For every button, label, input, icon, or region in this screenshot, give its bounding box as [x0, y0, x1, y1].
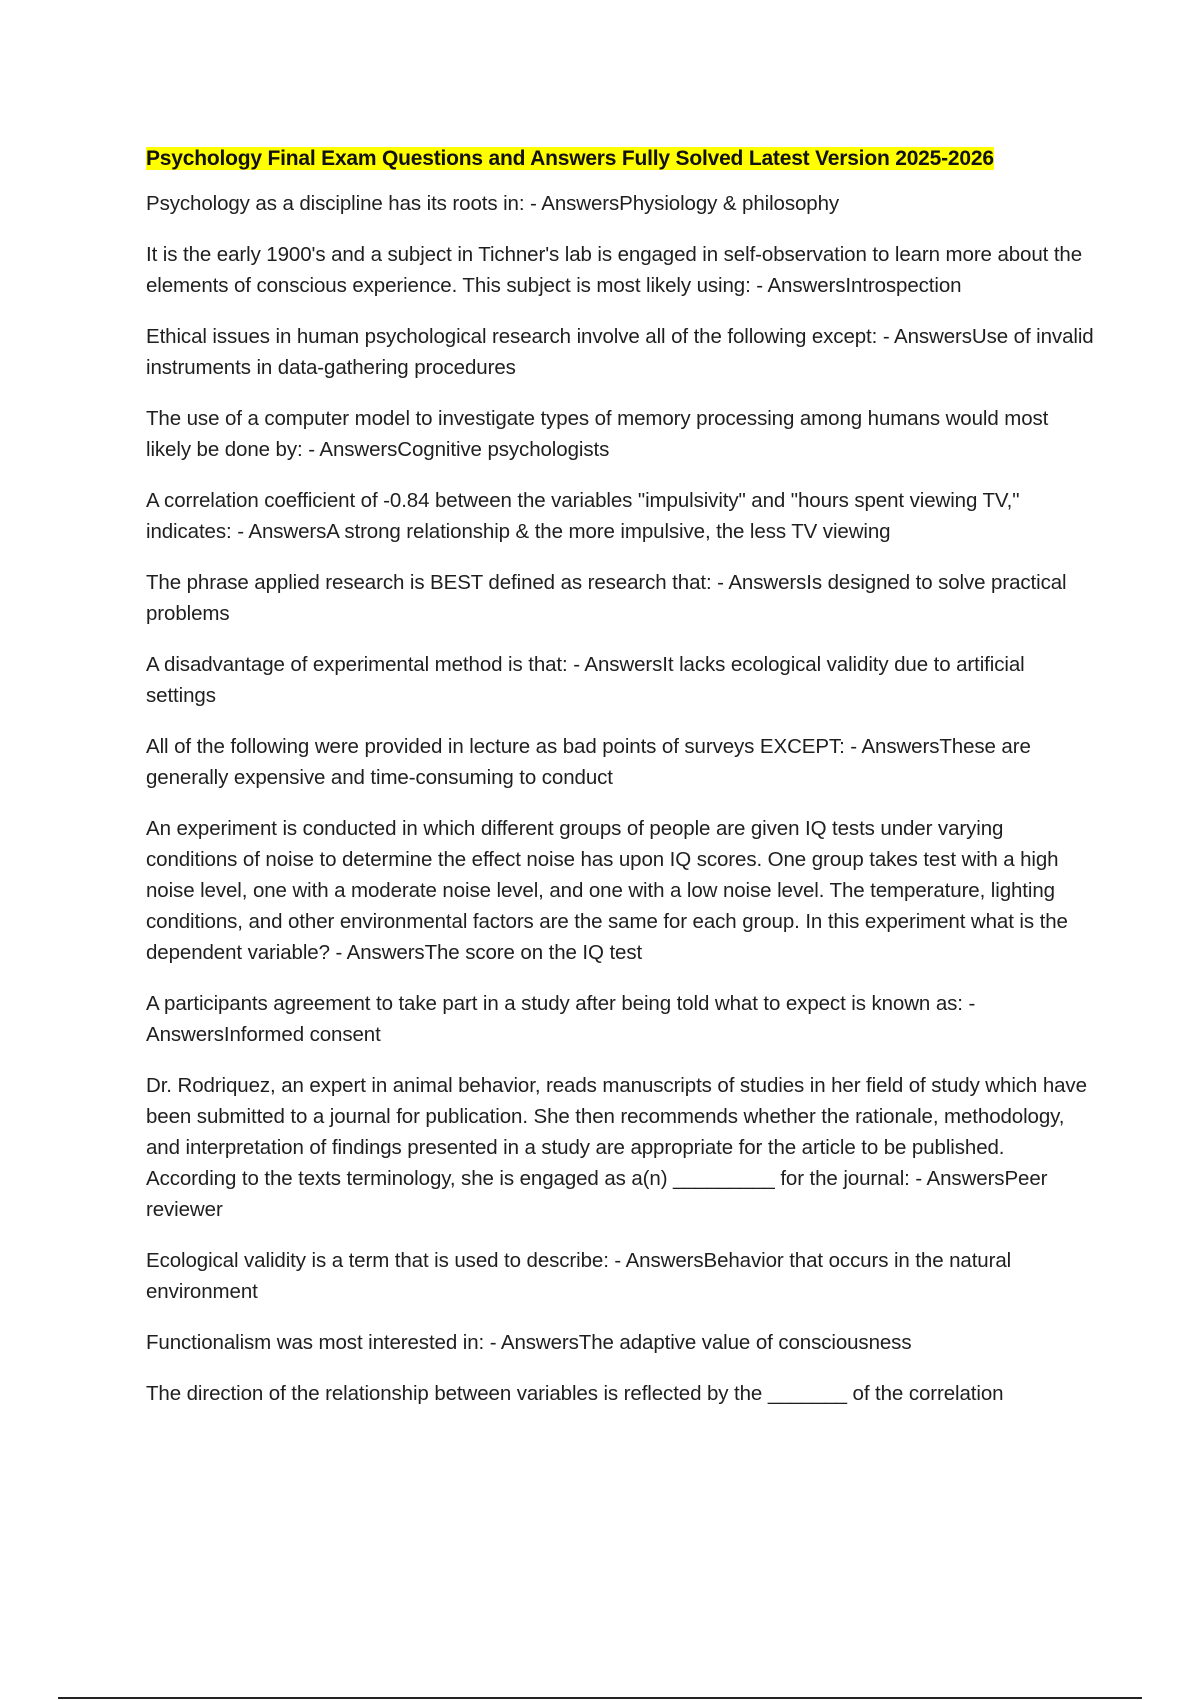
qa-item: A disadvantage of experimental method is that: - AnswersIt lacks ecological validity due to artificial settings: [146, 653, 1025, 707]
qa-item: A correlation coefficient of -0.84 between the variables "impulsivity" and "hours spent viewing TV," indicates: - AnswersA strong relationship & the more impulsive, the less TV viewing: [146, 489, 1020, 543]
qa-item: The phrase applied research is BEST defined as research that: - AnswersIs designed to solve practical problems: [146, 571, 1067, 625]
footer-divider: [58, 1697, 1142, 1699]
qa-item: An experiment is conducted in which different groups of people are given IQ tests under varying conditions of noise to determine the effect noise has upon IQ scores. One group takes test with a high noise level, one with a moderate noise level, and one with a low noise level. The temperature, lighting conditions, and other environmental factors are the same for each group. In this experiment what is the dependent variable? - AnswersThe score on the IQ test: [146, 817, 1068, 964]
qa-item: The direction of the relationship between variables is reflected by the _______ of the correlation: [146, 1382, 1004, 1405]
qa-item: All of the following were provided in lecture as bad points of surveys EXCEPT: - AnswersThese are generally expensive and time-consuming to conduct: [146, 735, 1031, 789]
document-title: Psychology Final Exam Questions and Answers Fully Solved Latest Version 2025-2026: [146, 147, 994, 170]
qa-item: Dr. Rodriquez, an expert in animal behavior, reads manuscripts of studies in her field of study which have been submitted to a journal for publication. She then recommends whether the rationale, methodology, and interpretation of findings presented in a study are appropriate for the article to be published. According to the texts terminology, she is engaged as a(n) _________ for the journal: - AnswersPeer reviewer: [146, 1074, 1087, 1221]
qa-item: Ecological validity is a term that is used to describe: - AnswersBehavior that occurs in the natural environment: [146, 1249, 1012, 1303]
qa-item: Psychology as a discipline has its roots in: - AnswersPhysiology & philosophy: [146, 192, 840, 215]
qa-item: It is the early 1900's and a subject in Tichner's lab is engaged in self-observation to learn more about the elements of conscious experience. This subject is most likely using: - AnswersIntrospection: [146, 243, 1083, 297]
qa-item: Functionalism was most interested in: - AnswersThe adaptive value of consciousness: [146, 1331, 912, 1354]
qa-item: A participants agreement to take part in a study after being told what to expect is known as: - AnswersInformed consent: [146, 992, 976, 1046]
qa-item: The use of a computer model to investigate types of memory processing among humans would most likely be done by: - AnswersCognitive psychologists: [146, 407, 1049, 461]
document-content: [146, 144, 1096, 1429]
title-block: [146, 144, 1096, 174]
qa-item: Ethical issues in human psychological research involve all of the following except: - AnswersUse of invalid instruments in data-gathering procedures: [146, 325, 1094, 379]
